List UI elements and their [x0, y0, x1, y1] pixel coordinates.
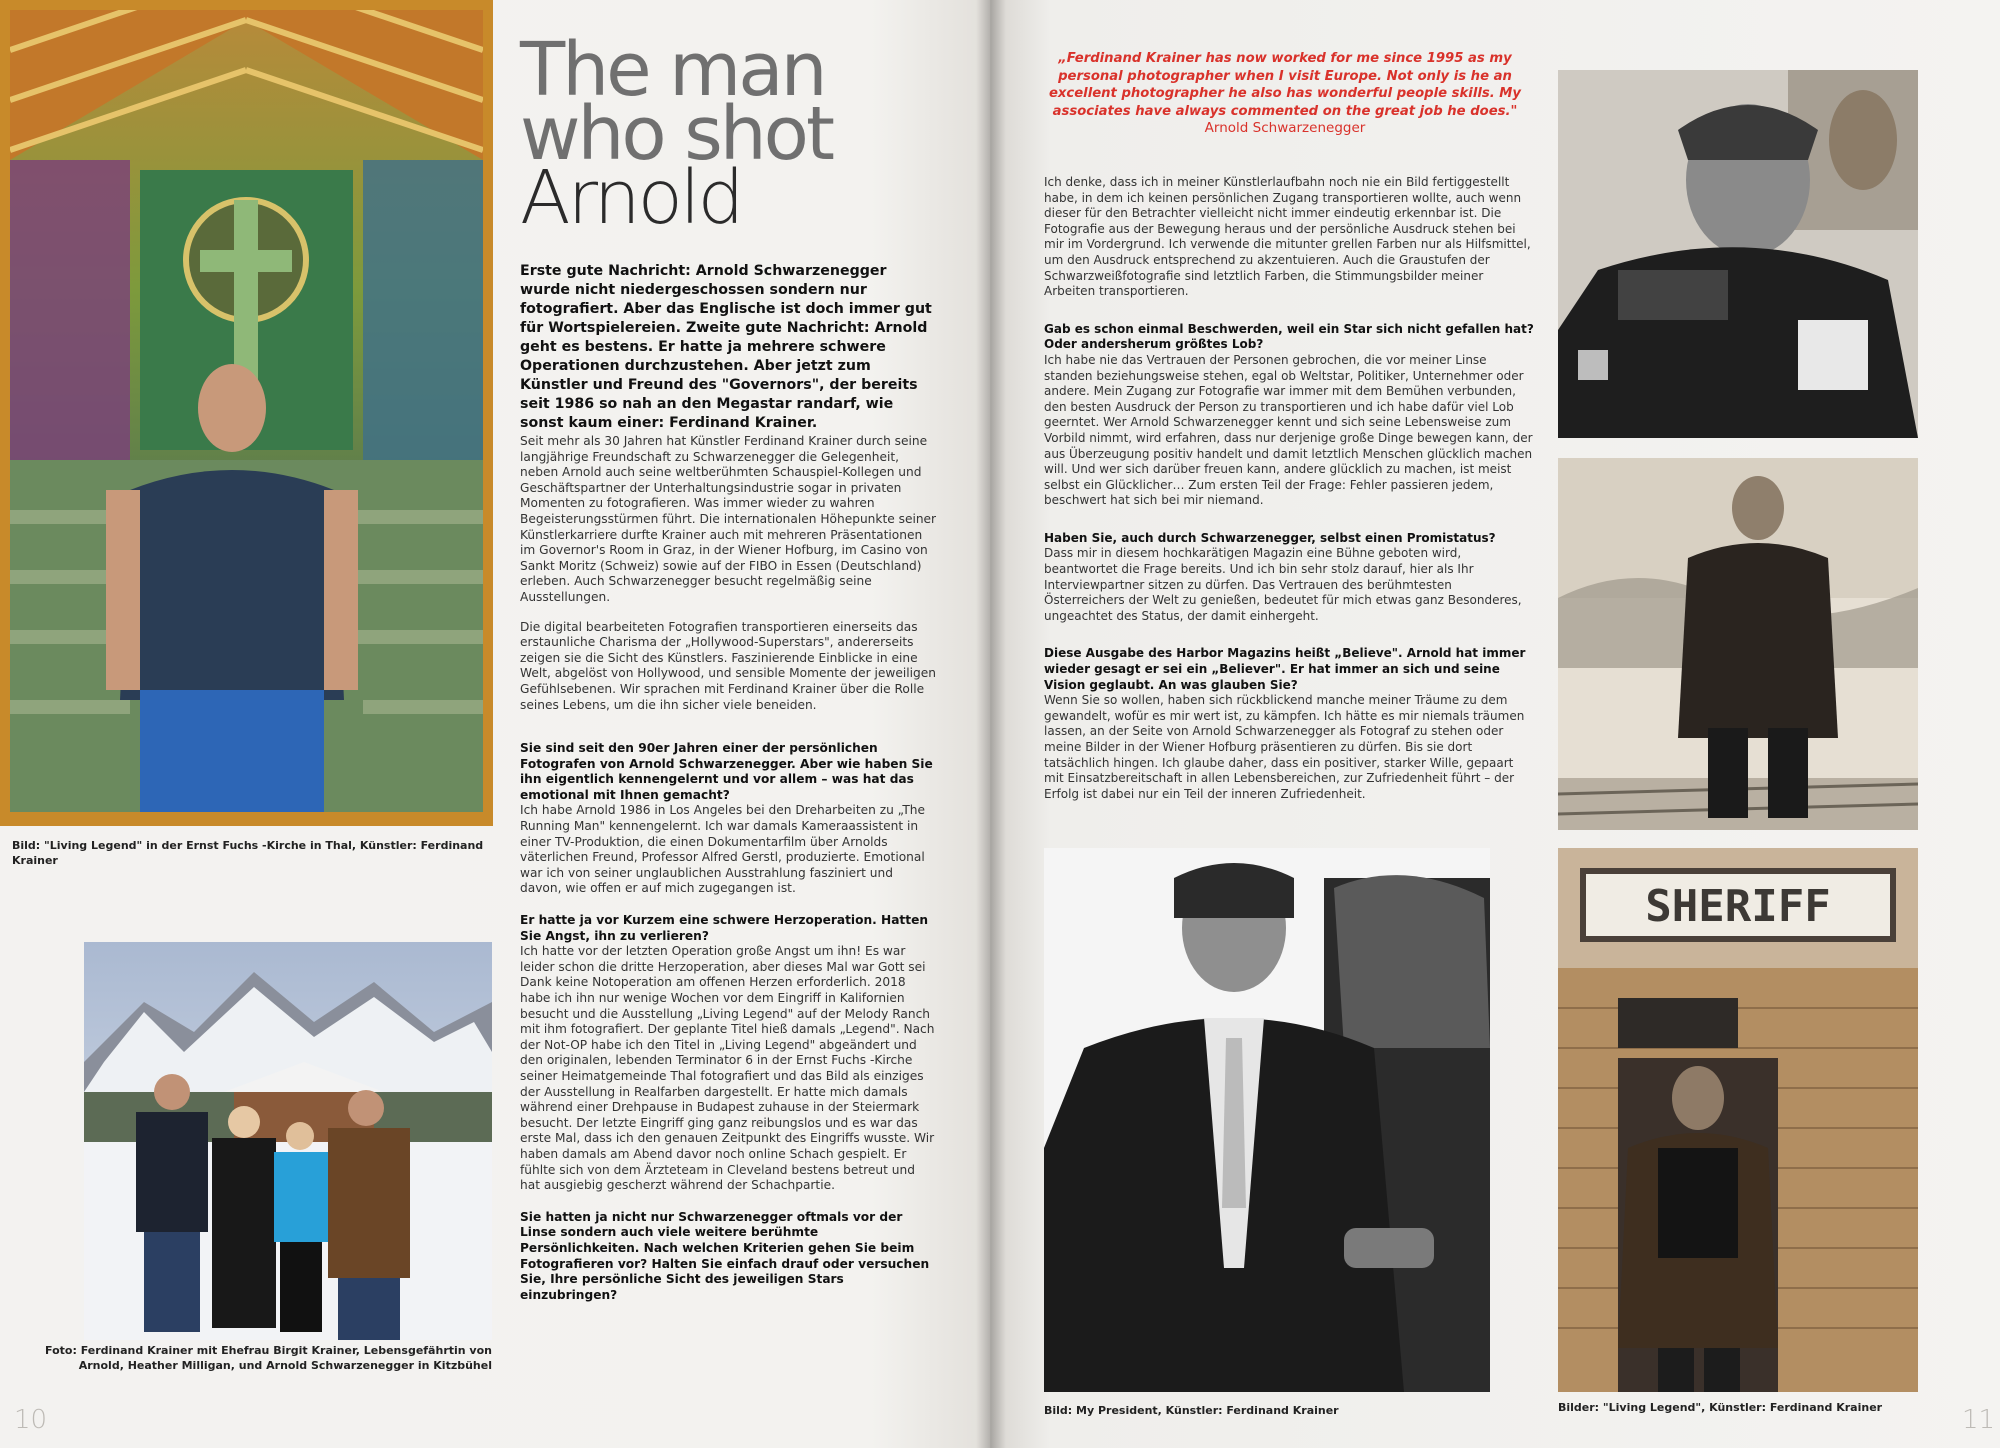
pull-quote-text: „Ferdinand Krainer has now worked for me since 1995 as my personal photographer when I visit Europe. Not only is he an excellent photographer he also has wonderful people skills. My associates have always commented on the great job he does." — [1048, 51, 1522, 119]
interview-answer: Ich habe nie das Vertrauen der Personen gebrochen, die vor meiner Linse standen beziehungsweise stehen, egal ob Weltstar, Politiker, Unternehmer oder andere. Mein Zugang zur Fotografie war immer mit dem Bemühen verbunden, den besten Ausdruck der Person zu transportieren und ich habe dafür viel Lob geerntet. Wer Arnold Schwarzenegger kennt und sich seine Lebensweise zum Vorbild nimmt, wird erfahren, dass nur derjenige große Dinge bewegen kann, der aus Überzeugung positiv handelt und damit letztlich Menschen glücklich machen will. Und wer sich darüber freuen kann, andere glücklich zu machen, ist meist selbst ein Glücklicher… Zum ersten Teil der Frage: Fehler passieren jedem, beschwert hat sich bei mir niemand. — [1044, 352, 1533, 508]
article-intro: Erste gute Nachricht: Arnold Schwarzenegger wurde nicht niedergeschossen sondern nur fotografiert. Aber das Englische ist doch immer gut für Wortspielereien. Zweite gute Nachricht: Arnold geht es bestens. Er hatte ja mehrere schwere Operationen durchzustehen. Aber jetzt zum Künstler und Freund des "Governors", der bereits seit 1986 so nah an den Megastar randarf, wie sonst kaum einer: Ferdinand Krainer. — [520, 263, 932, 431]
interview-question: Er hatte ja vor Kurzem eine schwere Herzoperation. Hatten Sie Angst, ihn zu verlieren? — [520, 913, 929, 943]
headline-line-2: who shot — [520, 91, 832, 177]
sheriff-sign-text: SHERIFF — [1645, 881, 1831, 932]
page-number-left: 10 — [14, 1405, 48, 1435]
caption-my-president: Bild: My President, Künstler: Ferdinand Krainer — [1044, 1404, 1339, 1417]
interview-answer: Ich habe Arnold 1986 in Los Angeles bei den Dreharbeiten zu „The Running Man" kennengelernt. Ich war damals Kameraassistent in einer TV-Produktion, die einen Dokumentarfilm über Arnolds väterlichen Freund, Professor Alfred Gerstl, produzierte. Emotional war ich von seiner unglaublichen Ausstrahlung fasziniert und davon, wie offen er auf mich zugegangen ist. — [520, 803, 925, 896]
left-body-column — [520, 434, 938, 1303]
caption-church-photo: Bild: "Living Legend" in der Ernst Fuchs -Kirche in Thal, Künstler: Ferdinand Krainer — [12, 839, 484, 867]
photo-kitzbuehel-group — [84, 942, 492, 1340]
headline-line-1: The man — [520, 27, 825, 113]
interview-question: Sie sind seit den 90er Jahren einer der persönlichen Fotografen von Arnold Schwarzenegger. Aber wie haben Sie ihn eigentlich kennengelernt und vor allem – was hat das emotional mit Ihnen gemacht? — [520, 741, 933, 802]
interview-answer: Ich hatte vor der letzten Operation große Angst um ihn! Es war leider schon die dritte Herzoperation, aber dieses Mal war Gott sei Dank keine Notoperation am offenen Herzen erforderlich. 2018 habe ich ihn nur wenige Wochen vor dem Eingriff in Kalifornien besucht und die Ausstellung „Living Legend" auf der Melody Ranch mit ihm fotografiert. Der geplante Titel hieß damals „Legend". Nach der Not-OP habe ich den Titel in „Living Legend" abgeändert und den originalen, lebenden Terminator 6 in der Ernst Fuchs -Kirche seiner Heimatgemeinde Thal fotografiert und das Bild als einziges der Ausstellung in Realfarben dargestellt. Er hatte mich damals während einer Drehpause in Budapest zuhause in der Steiermark besucht. Der letzte Eingriff ging ganz reibungslos und es war das erste Mal, dass ich den genauen Zeitpunkt des Eingriffs wusste. Wir haben damals am Abend davor noch online Schach gespielt. Er fühlte sich von dem Ärzteteam in Cleveland bestens betreut und hat ausgiebig gescherzt während der Schachpartie. — [520, 944, 935, 1193]
interview-answer: Dass mir in diesem hochkarätigen Magazin eine Bühne geboten wird, beantwortet die Frage bereits. Und ich bin sehr stolz darauf, hier als Ihr Interviewpartner sitzen zu dürfen. Das Vertrauen des berühmtesten Österreichers der Welt zu genießen, bedeutet für mich etwas ganz Besonderes, ungeachtet des Status, der damit einhergeht. — [1044, 546, 1522, 623]
photo-my-president — [1044, 848, 1490, 1392]
pull-quote — [1030, 50, 1540, 138]
interview-question: Diese Ausgabe des Harbor Magazins heißt „Believe". Arnold hat immer wieder gesagt er sei ein „Believer". Er hat immer an sich und seine Vision geglaubt. An was glauben Sie? — [1044, 646, 1526, 692]
pull-quote-author: Arnold Schwarzenegger — [1204, 120, 1366, 136]
left-page — [0, 0, 990, 1448]
body-paragraph: Ich denke, dass ich in meiner Künstlerlaufbahn noch nie ein Bild fertiggestellt habe, in dem ich keinen persönlichen Zugang transportieren wollte, auch wenn dieser für den Betrachter vielleicht nicht immer eindeutig erkennbar ist. Die Fotografie aus der Bewegung heraus und der persönliche Ausdruck stehen bei mir im Vordergrund. Ich verwende die mitunter grellen Farben nur als Hilfsmittel, um den Ausdruck entsprechend zu akzentuieren. Auch die Graustufen der Schwarzweißfotografie sind letztlich Farben, die Stimmungsbilder meiner Arbeiten transportieren. — [1044, 175, 1531, 299]
body-paragraph: Die digital bearbeiteten Fotografien transportieren einerseits das erstaunliche Charisma der „Hollywood-Superstars", andererseits zeigen sie die Sicht des Künstlers. Faszinierende Einblicke in eine Welt, abgelöst von Hollywood, und sensible Momente der jeweiligen Gefühlsebenen. Wir sprachen mit Ferdinand Krainer über die Rolle seines Lebens, um die ihn sicher viele beneiden. — [520, 619, 936, 712]
article-headline — [520, 27, 960, 241]
spine-gutter — [976, 0, 1006, 1448]
photo-sheriff-station — [1558, 848, 1918, 1392]
right-body-column — [1044, 175, 1536, 818]
interview-question: Haben Sie, auch durch Schwarzenegger, selbst einen Promistatus? — [1044, 530, 1496, 545]
interview-question: Gab es schon einmal Beschwerden, weil ein Star sich nicht gefallen hat? Oder andersherum größtes Lob? — [1044, 321, 1534, 352]
body-paragraph: Seit mehr als 30 Jahren hat Künstler Ferdinand Krainer durch seine langjährige Freundschaft zu Schwarzenegger die Gelegenheit, neben Arnold auch seine weltberühmten Schauspiel-Kollegen und Geschäftspartner der Unterhaltungsindustrie sogar in privaten Momenten zu fotografieren. Was immer wieder zu wahren Begeisterungsstürmen führt. Die internationalen Höhepunkte seiner Künstlerkarriere durfte Krainer auch mit mehreren Präsentationen im Governor's Room in Graz, in der Wiener Hofburg, im Casino von Sankt Moritz (Schweiz) sowie auf der FIBO in Essen (Deutschland) erleben. Auch Schwarzenegger besucht regelmäßig seine Ausstellungen. — [520, 434, 937, 604]
photo-living-legend-church — [0, 0, 493, 826]
interview-answer: Wenn Sie so wollen, haben sich rückblickend manche meiner Träume zu dem gewandelt, wofür es mir wert ist, zu kämpfen. Ich hätte es mir niemals träumen lassen, an der Seite von Arnold Schwarzenegger als Fotograf zu stehen oder meine Bilder in der Wiener Hofburg präsentieren zu dürfen. Bis sie dort tatsächlich hingen. Ich glaube daher, dass ein positiver, starker Wille, gepaart mit Einsatzbereitschaft in allen Lebensbereichen, zur Zufriedenheit führt – der Erfolg ist dabei nur ein Teil der inneren Zufriedenheit. — [1044, 693, 1525, 801]
caption-living-legend: Bilder: "Living Legend", Künstler: Ferdinand Krainer — [1558, 1401, 1883, 1414]
photo-leather-jacket-closeup — [1558, 70, 1918, 438]
headline-line-3: Arnold — [520, 155, 742, 241]
interview-question: Sie hatten ja nicht nur Schwarzenegger oftmals vor der Linse sondern auch viele weitere berühmte Persönlichkeiten. Nach welchen Kriterien gehen Sie beim Fotografieren vor? Halten Sie einfach drauf oder versuchen Sie, Ihre persönliche Sicht des jeweiligen Stars einzubringen? — [520, 1209, 930, 1302]
caption-group-photo: Foto: Ferdinand Krainer mit Ehefrau Birgit Krainer, Lebensgefährtin von Arnold, Heather Milligan, und Arnold Schwarzenegger in Kitzbühel — [45, 1344, 492, 1372]
photo-walking-railway — [1558, 458, 1918, 830]
page-number-right: 11 — [1962, 1405, 1996, 1435]
